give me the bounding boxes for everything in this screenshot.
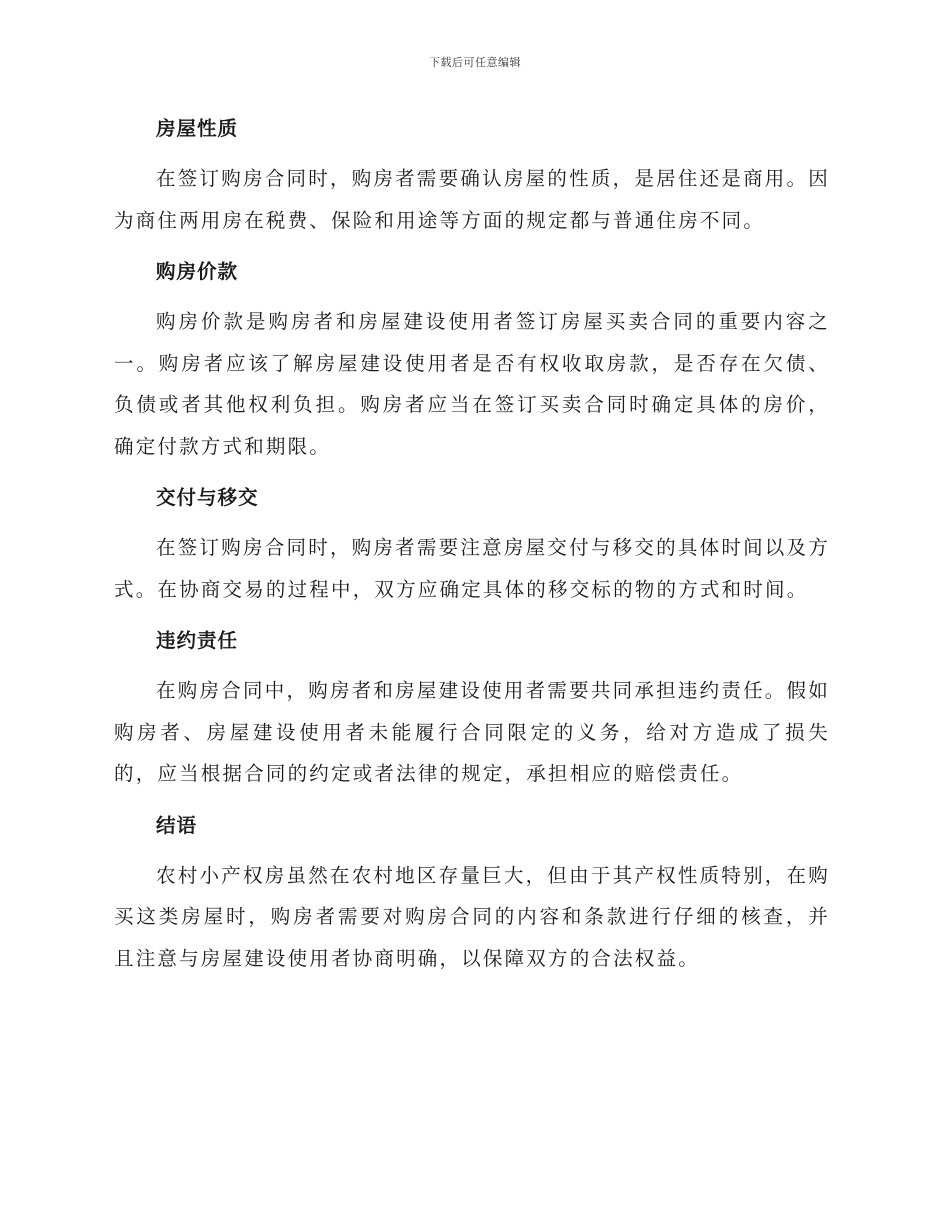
section-purchase-price: [114, 251, 830, 467]
section-heading: 交付与移交: [156, 486, 259, 509]
section-heading: 结语: [156, 813, 198, 837]
section-paragraph: 在签订购房合同时，购房者需要确认房屋的性质，是居住还是商用。因为商住两用房在税费、保险和用途等方面的规定都与普通住房不同。: [114, 167, 830, 232]
section-paragraph: 在购房合同中，购房者和房屋建设使用者需要共同承担违约责任。假如购房者、房屋建设使用者未能履行合同限定的义务，给对方造成了损失的，应当根据合同的约定或者法律的规定，承担相应的赔偿责任。: [114, 679, 830, 785]
section-conclusion: [114, 805, 830, 980]
section-breach-liability: [114, 620, 830, 795]
section-paragraph: 农村小产权房虽然在农村地区存量巨大，但由于其产权性质特别，在购买这类房屋时，购房者需要对购房合同的内容和条款进行仔细的核查，并且注意与房屋建设使用者协商明确，以保障双方的合法权益。: [114, 863, 830, 970]
section-paragraph: 购房价款是购房者和房屋建设使用者签订房屋买卖合同的重要内容之一。购房者应该了解房屋建设使用者是否有权收取房款，是否存在欠债、负债或者其他权利负担。购房者应当在签订买卖合同时确定具体的房价，确定付款方式和期限。: [114, 310, 830, 458]
section-delivery-handover: [114, 477, 830, 610]
section-paragraph: 在签订购房合同时，购房者需要注意房屋交付与移交的具体时间以及方式。在协商交易的过程中，双方应确定具体的移交标的物的方式和时间。: [114, 536, 830, 601]
section-heading: 违约责任: [156, 629, 239, 652]
document-body: [114, 108, 830, 989]
page-header-note: 下载后可任意编辑: [429, 56, 521, 69]
section-house-nature: [114, 108, 830, 241]
section-heading: 购房价款: [156, 260, 239, 283]
section-heading: 房屋性质: [156, 117, 239, 140]
